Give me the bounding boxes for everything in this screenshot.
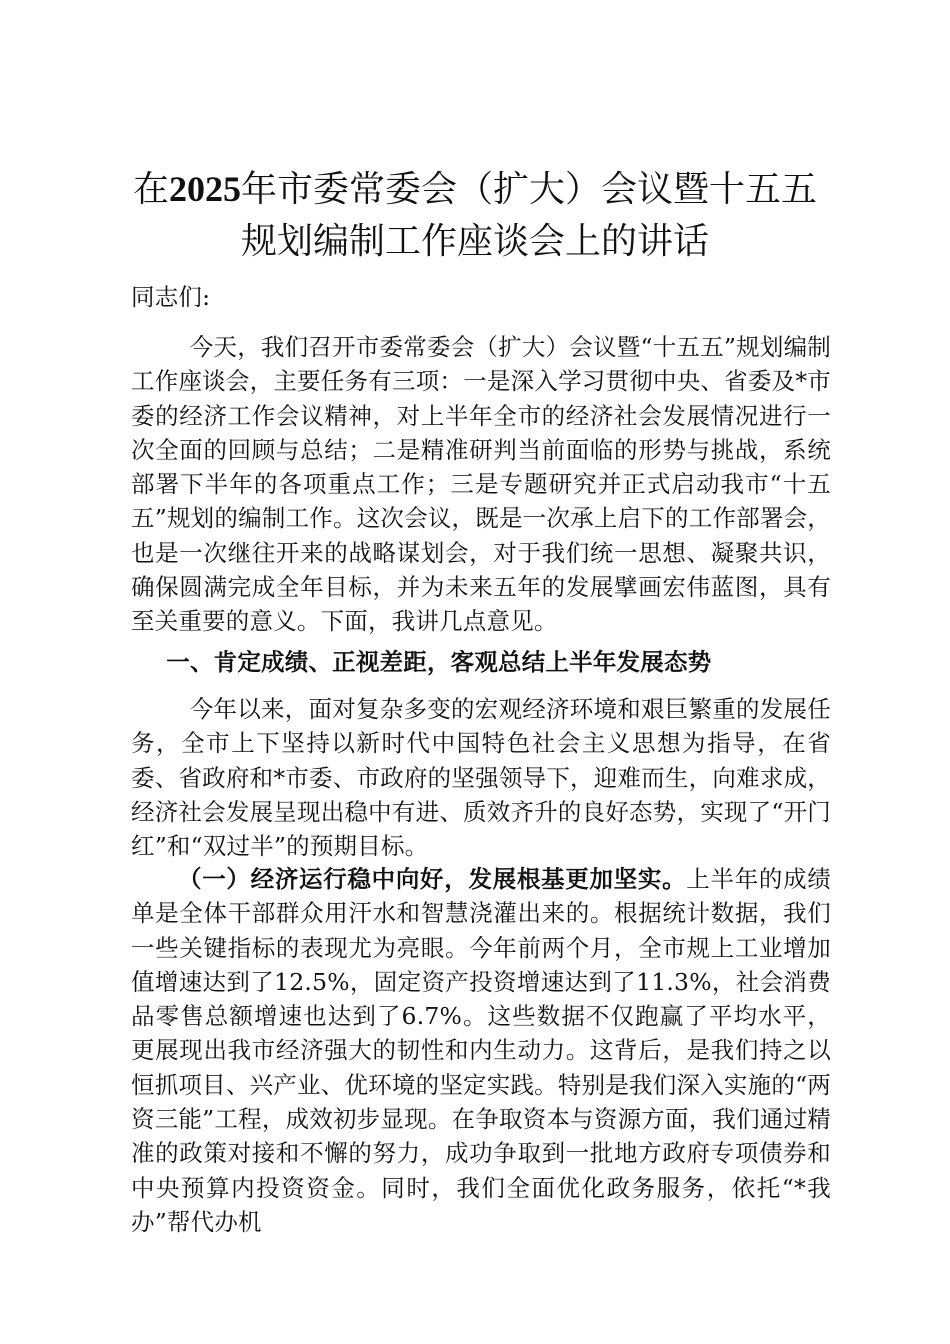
- title-line1-rest: 年市委常委会（扩大）会议暨十五五: [241, 169, 818, 210]
- paragraph-overview: 今年以来，面对复杂多变的宏观经济环境和艰巨繁重的发展任务，全市上下坚持以新时代中国特色社会主义思想为指导，在省委、省政府和*市委、市政府的坚强领导下，迎难而生，向难求成，经济社会发展呈现出稳中有进、质效齐升的良好态势，实现了“开门红”和“双过半”的预期目标。: [131, 695, 831, 861]
- paragraph-economy: [131, 862, 831, 1239]
- salutation: 同志们:: [131, 283, 211, 311]
- subheading-1: （一）经济运行稳中向好，发展根基更加坚实。: [178, 865, 687, 893]
- paragraph-intro: 今天，我们召开市委常委会（扩大）会议暨“十五五”规划编制工作座谈会，主要任务有三项：一是深入学习贯彻中央、省委及*市委的经济工作会议精神，对上半年全市的经济社会发展情况进行一次全面的回顾与总结；二是精准研判当前面临的形势与挑战，系统部署下半年的各项重点工作；三是专题研究并正式启动我市“十五五”规划的编制工作。这次会议，既是一次承上启下的工作部署会，也是一次继往开来的战略谋划会，对于我们统一思想、凝聚共识，确保圆满完成全年目标，并为未来五年的发展擘画宏伟蓝图，具有至关重要的意义。下面，我讲几点意见。: [131, 333, 831, 636]
- title-prefix: 在: [132, 169, 169, 210]
- paragraph-economy-body: 上半年的成绩单是全体干部群众用汗水和智慧浇灌出来的。根据统计数据，我们一些关键指标的表现尤为亮眼。今年前两个月，全市规上工业增加值增速达到了12.5%，固定资产投资增速达到了11.3%，社会消费品零售总额增速也达到了6.7%。这些数据不仅跑赢了平均水平，更展现出我市经济强大的韧性和内生动力。这背后，是我们持之以恒抓项目、兴产业、优环境的坚定实践。特别是我们深入实施的“两资三能”工程，成效初步显现。在争取资本与资源方面，我们通过精准的政策对接和不懈的努力，成功争取到一批地方政府专项债券和中央预算内投资资金。同时，我们全面优化政务服务，依托“*我办”帮代办机: [131, 865, 831, 1236]
- section-heading-1: 一、肯定成绩、正视差距，客观总结上半年发展态势: [166, 648, 712, 676]
- document-title: [110, 163, 840, 268]
- title-line2: 规划编制工作座谈会上的讲话: [240, 221, 709, 262]
- title-year: 2025: [169, 169, 241, 209]
